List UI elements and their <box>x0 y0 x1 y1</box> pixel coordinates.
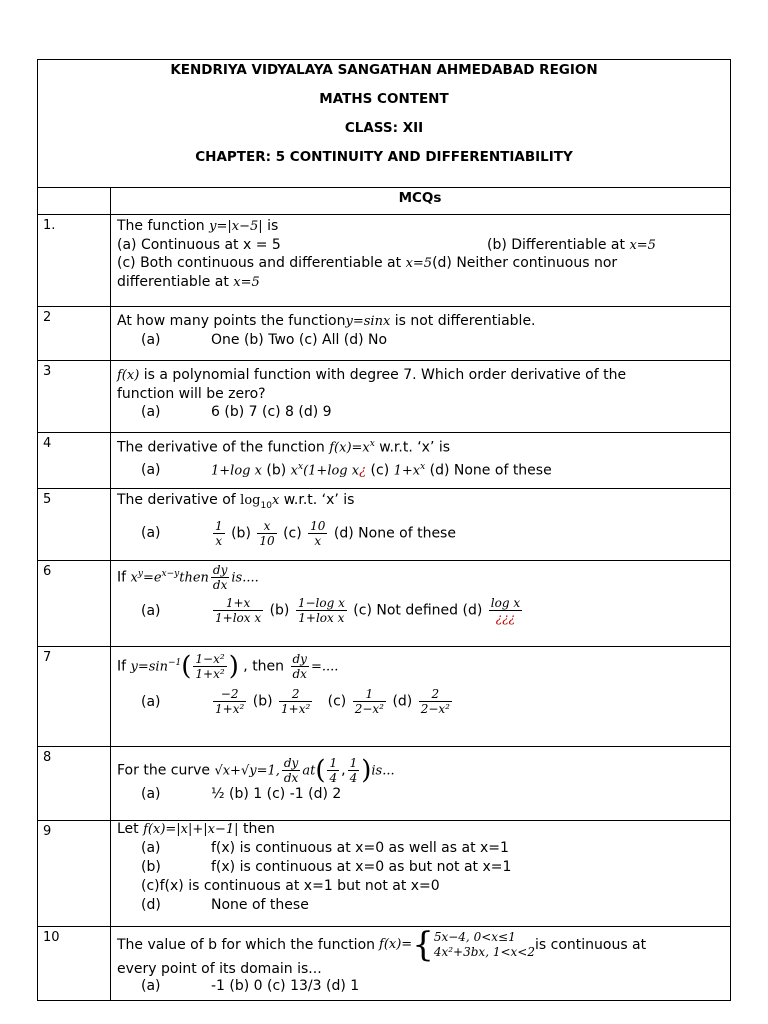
question-row-3 <box>38 360 730 433</box>
question-body: Let f(x)=|x|+|x−1| then (a) f(x) is continuous at x=0 as well as at x=1 (b) f(x) is continuous at x=0 as but not at x=1 (c)f(x) is continuous at x=1 but not at x=0 (d) None of these <box>117 821 512 913</box>
question-number: 4 <box>43 436 52 451</box>
question-body: The value of b for which the function f(x)= { 5x−4, 0<x≤1 4x²+3bx, 1<x<2 is continuous at every point of its domain is... (a) -1 (b) 0 (c) 13/3 (d) 1 <box>117 925 647 994</box>
question-number: 10 <box>43 930 60 945</box>
question-number: 8 <box>43 750 52 765</box>
header-subject: MATHS CONTENT <box>319 91 449 107</box>
question-body: The function y=|x−5| is (a) Continuous at x = 5 (b) Differentiable at x=5 (c) Both continuous and differentiable at x=5(d) Neither continuous nor differentiable at x=5 <box>117 218 656 290</box>
question-number: 9 <box>43 824 52 839</box>
question-body: At how many points the functiony=sinx is not differentiable. (a) One (b) Two (c) All (d) No <box>117 313 536 348</box>
mcq-heading-row <box>38 187 730 215</box>
question-number: 3 <box>43 364 52 379</box>
question-body: f(x) is a polynomial function with degree 7. Which order derivative of the function will be zero? (a) 6 (b) 7 (c) 8 (d) 9 <box>117 367 627 420</box>
question-body: For the curve √x+√y=1, $\frac{dy}{dx}$ at( $\frac{1}{4}$ , $\frac{1}{4}$ )is... (a) ½ (b) 1 (c) -1 (d) 2 <box>117 755 395 802</box>
question-row-10 <box>38 926 730 1002</box>
question-body: If $y=\sin^{-1}$( $\frac{\text{1−x²}}{\text{1+x²}}$ ) , then $\frac{dy}{dx}$ =.... (a) $\frac{-2}{\text{1+x²}}$ (b) $\frac{2}{\text{1+x²}}$ (c) $\frac{1}{\text{2−x²}}$ (d) $\frac{2}{\text{2−x²}}$ <box>117 651 450 716</box>
question-number: 7 <box>43 650 52 665</box>
question-row-5 <box>38 488 730 561</box>
header-region: KENDRIYA VIDYALAYA SANGATHAN AHMEDABAD REGION <box>170 62 598 78</box>
question-number: 2 <box>43 310 52 325</box>
question-row-8 <box>38 746 730 821</box>
question-body: The derivative of $\log_{10}x$ w.r.t. ‘x’ is (a) $\frac{1}{x}$ (b) $\frac{x}{10}$ (c) $\frac{10}{x}$ (d) None of these <box>117 492 456 548</box>
question-row-2 <box>38 306 730 361</box>
header-chapter: CHAPTER: 5 CONTINUITY AND DIFFERENTIABILITY <box>195 149 573 165</box>
question-body: If $x^y=e^{x-y}then$ $\frac{dy}{dx}$ is.... (a) $\frac{1+x}{\text{1+lox x}}$ (b) $\frac{\text{1−log x}}{\text{1+lox x}}$ (c) Not defined (d) $\frac{\text{log x}}{¿¿¿}$ <box>117 563 521 625</box>
question-body: The derivative of the function $f(x)=x^x$ w.r.t. ‘x’ is (a) 1+log x (b) $x^x(1+\log$ x¿ (c) $1+x^x$ (d) None of these <box>117 439 552 479</box>
question-row-1 <box>38 214 730 307</box>
question-row-7 <box>38 646 730 747</box>
question-row-9 <box>38 820 730 927</box>
document-header <box>38 60 730 188</box>
question-row-4 <box>38 432 730 489</box>
header-class: CLASS: XII <box>344 120 424 136</box>
mcq-heading: MCQs <box>398 190 442 206</box>
question-number: 6 <box>43 564 52 579</box>
question-sheet <box>37 59 731 1001</box>
question-number: 1. <box>43 218 56 233</box>
question-row-6 <box>38 560 730 647</box>
question-number: 5 <box>43 492 52 507</box>
